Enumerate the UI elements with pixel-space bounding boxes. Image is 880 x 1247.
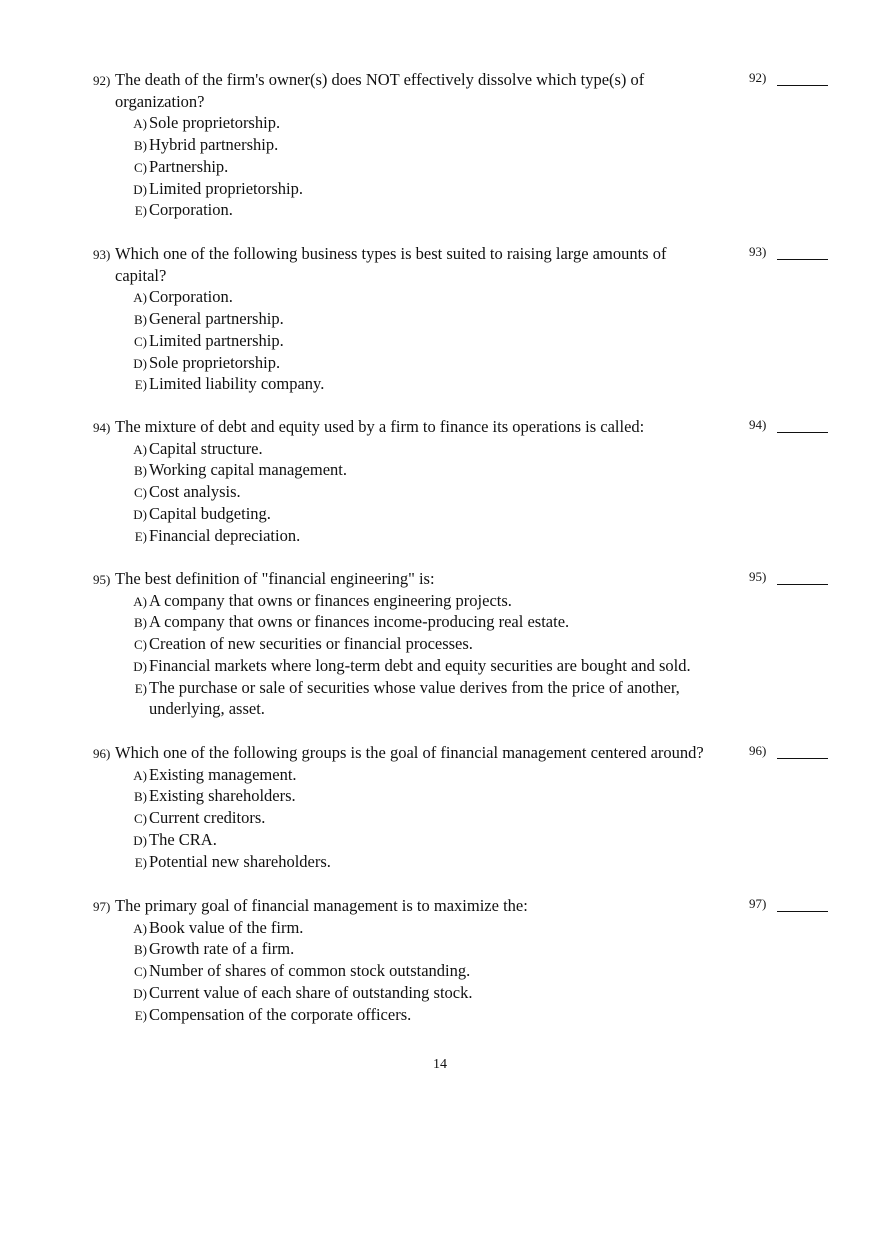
question-93 — [93, 243, 833, 395]
answer-line — [777, 259, 828, 260]
option-text: Compensation of the corporate officers. — [149, 1004, 412, 1024]
option-text: Corporation. — [149, 287, 233, 307]
option-text: Limited liability company. — [149, 374, 325, 394]
answer-line — [777, 85, 828, 86]
option-text: Potential new shareholders. — [149, 851, 331, 871]
option-b — [93, 938, 723, 960]
option-list — [93, 112, 833, 221]
option-letter: E) — [134, 680, 147, 696]
answer-blank[interactable] — [749, 69, 839, 91]
option-letter: E) — [134, 203, 147, 219]
option-text: Partnership. — [149, 156, 229, 176]
option-letter: E) — [134, 854, 147, 870]
question-text: The primary goal of financial management is to maximize the: — [115, 896, 528, 915]
question-number: 95) — [93, 572, 111, 587]
answer-number: 94) — [749, 417, 767, 432]
question-stem — [93, 742, 753, 764]
option-text: Corporation. — [149, 200, 233, 220]
option-text: Limited partnership. — [149, 330, 284, 350]
option-letter: E) — [134, 528, 147, 544]
question-stem — [93, 416, 733, 438]
option-list — [93, 438, 833, 547]
option-e — [93, 1004, 723, 1026]
option-text: Growth rate of a firm. — [149, 939, 295, 959]
option-letter: C) — [134, 637, 147, 653]
answer-number: 96) — [749, 743, 767, 758]
option-text: A company that owns or finances income-producing real estate. — [149, 612, 570, 632]
answer-blank[interactable] — [749, 742, 839, 764]
option-text: Existing management. — [149, 764, 297, 784]
option-d — [93, 829, 723, 851]
option-letter: B) — [134, 138, 147, 154]
option-letter: C) — [134, 159, 147, 175]
answer-blank[interactable] — [749, 568, 839, 590]
option-e — [93, 199, 723, 221]
question-stem — [93, 895, 733, 917]
option-b — [93, 308, 723, 330]
option-letter: D) — [133, 506, 147, 522]
option-c — [93, 481, 723, 503]
option-text: General partnership. — [149, 309, 284, 329]
option-letter: A) — [133, 920, 147, 936]
option-letter: A) — [133, 290, 147, 306]
answer-line — [777, 911, 828, 912]
option-text: Capital structure. — [149, 438, 263, 458]
question-stem — [93, 568, 733, 590]
option-c — [93, 330, 723, 352]
option-c — [93, 807, 723, 829]
option-b — [93, 134, 723, 156]
option-text: Current creditors. — [149, 808, 266, 828]
option-text: Capital budgeting. — [149, 503, 271, 523]
option-d — [93, 982, 723, 1004]
question-text: Which one of the following business types is best suited to raising large amounts of capital? — [115, 244, 667, 285]
option-text: Sole proprietorship. — [149, 352, 281, 372]
answer-blank[interactable] — [749, 243, 839, 265]
option-text: Limited proprietorship. — [149, 178, 303, 198]
question-95 — [93, 568, 833, 721]
option-d — [93, 503, 723, 525]
question-92 — [93, 69, 833, 221]
option-letter: D) — [133, 985, 147, 1001]
option-text: The purchase or sale of securities whose value derives from the price of another, underlying, asset. — [149, 677, 680, 719]
option-a — [93, 438, 723, 460]
option-a — [93, 764, 723, 786]
option-text: Creation of new securities or financial processes. — [149, 634, 473, 654]
answer-number: 92) — [749, 70, 767, 85]
answer-number: 97) — [749, 896, 767, 911]
question-94 — [93, 416, 833, 546]
option-text: Sole proprietorship. — [149, 113, 281, 133]
option-letter: E) — [134, 377, 147, 393]
option-text: A company that owns or finances engineering projects. — [149, 590, 512, 610]
option-letter: C) — [134, 485, 147, 501]
option-letter: A) — [133, 116, 147, 132]
question-text: Which one of the following groups is the goal of financial management centered around? — [115, 743, 704, 762]
option-text: Hybrid partnership. — [149, 135, 279, 155]
option-e — [93, 677, 713, 720]
question-text: The best definition of "financial engineering" is: — [115, 569, 435, 588]
answer-blank[interactable] — [749, 895, 839, 917]
option-b — [93, 459, 723, 481]
option-letter: B) — [134, 312, 147, 328]
option-text: Cost analysis. — [149, 482, 241, 502]
answer-line — [777, 432, 828, 433]
option-letter: C) — [134, 964, 147, 980]
option-letter: A) — [133, 767, 147, 783]
option-letter: C) — [134, 333, 147, 349]
option-e — [93, 851, 723, 873]
option-a — [93, 917, 723, 939]
question-number: 94) — [93, 420, 111, 435]
option-e — [93, 525, 723, 547]
answer-blank[interactable] — [749, 416, 839, 438]
question-stem — [93, 69, 733, 112]
option-text: Existing shareholders. — [149, 786, 296, 806]
option-c — [93, 633, 723, 655]
answer-number: 93) — [749, 244, 767, 259]
question-number: 92) — [93, 73, 111, 88]
question-number: 93) — [93, 247, 111, 262]
option-list — [93, 590, 833, 720]
option-text: Financial depreciation. — [149, 525, 301, 545]
option-text: Current value of each share of outstanding stock. — [149, 982, 473, 1002]
option-letter: E) — [134, 1007, 147, 1023]
option-e — [93, 373, 723, 395]
question-97 — [93, 895, 833, 1025]
option-list — [93, 917, 833, 1026]
option-a — [93, 112, 723, 134]
option-letter: D) — [133, 181, 147, 197]
option-a — [93, 286, 723, 308]
option-list — [93, 764, 833, 873]
option-text: The CRA. — [149, 829, 217, 849]
question-96 — [93, 742, 833, 872]
option-text: Working capital management. — [149, 460, 347, 480]
option-b — [93, 785, 723, 807]
question-stem — [93, 243, 733, 286]
option-b — [93, 611, 723, 633]
question-number: 96) — [93, 746, 111, 761]
option-letter: B) — [134, 463, 147, 479]
option-letter: D) — [133, 355, 147, 371]
option-d — [93, 352, 723, 374]
option-text: Financial markets where long-term debt and equity securities are bought and sold. — [149, 655, 691, 675]
answer-line — [777, 758, 828, 759]
answer-line — [777, 584, 828, 585]
option-letter: B) — [134, 942, 147, 958]
option-letter: D) — [133, 832, 147, 848]
option-letter: A) — [133, 441, 147, 457]
option-d — [93, 178, 723, 200]
option-letter: D) — [133, 658, 147, 674]
answer-number: 95) — [749, 569, 767, 584]
option-d — [93, 655, 723, 677]
option-letter: C) — [134, 811, 147, 827]
option-list — [93, 286, 833, 395]
option-letter: B) — [134, 615, 147, 631]
option-a — [93, 590, 723, 612]
option-c — [93, 156, 723, 178]
option-letter: A) — [133, 593, 147, 609]
page-number: 14 — [433, 1057, 447, 1072]
option-c — [93, 960, 723, 982]
question-number: 97) — [93, 899, 111, 914]
option-text: Book value of the firm. — [149, 917, 304, 937]
option-letter: B) — [134, 789, 147, 805]
question-text: The mixture of debt and equity used by a firm to finance its operations is called: — [115, 417, 645, 436]
option-text: Number of shares of common stock outstanding. — [149, 961, 471, 981]
question-text: The death of the firm's owner(s) does NOT effectively dissolve which type(s) of organization? — [115, 70, 645, 111]
